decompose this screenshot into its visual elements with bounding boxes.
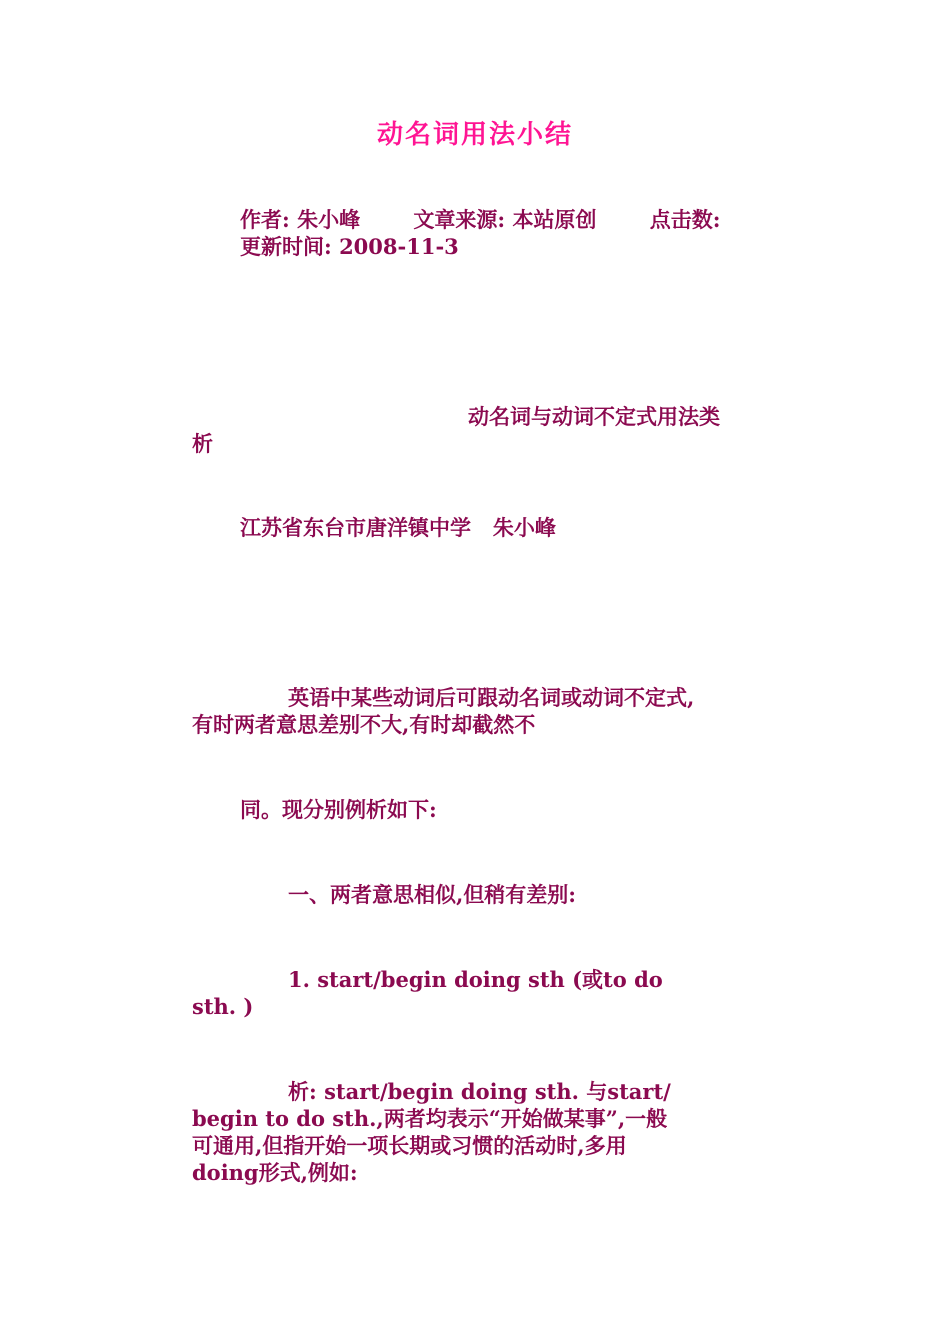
analysis-line-2: begin to do sth.,两者均表示“开始做某事”,一般 xyxy=(192,1106,668,1131)
article-title-line1: 动名词与动词不定式用法类 xyxy=(468,404,720,429)
meta-updated: 更新时间: 2008-11-3 xyxy=(240,234,459,259)
analysis-line-1: 析: start/begin doing sth. 与start/ xyxy=(288,1079,671,1104)
item-1-line-2: sth. ) xyxy=(192,994,254,1019)
article-title-line2: 析 xyxy=(192,431,213,456)
analysis-line-4: doing形式,例如: xyxy=(192,1160,358,1185)
section-heading-1: 一、两者意思相似,但稍有差别: xyxy=(288,882,577,907)
meta-source: 文章来源: 本站原创 xyxy=(413,207,597,232)
author-affiliation: 江苏省东台市唐洋镇中学 朱小峰 xyxy=(240,515,556,540)
meta-line xyxy=(240,206,721,233)
analysis-line-3: 可通用,但指开始一项长期或习惯的活动时,多用 xyxy=(192,1133,627,1158)
intro-line-3: 同。现分别例析如下: xyxy=(240,797,437,822)
intro-line-2: 有时两者意思差别不大,有时却截然不 xyxy=(192,712,536,737)
document-title: 动名词用法小结 xyxy=(376,120,573,150)
intro-line-1: 英语中某些动词后可跟动名词或动词不定式, xyxy=(288,685,695,710)
item-1-line-1: 1. start/begin doing sth (或to do xyxy=(288,967,663,992)
meta-clicks: 点击数: xyxy=(649,207,721,232)
meta-author: 作者: 朱小峰 xyxy=(240,207,361,232)
